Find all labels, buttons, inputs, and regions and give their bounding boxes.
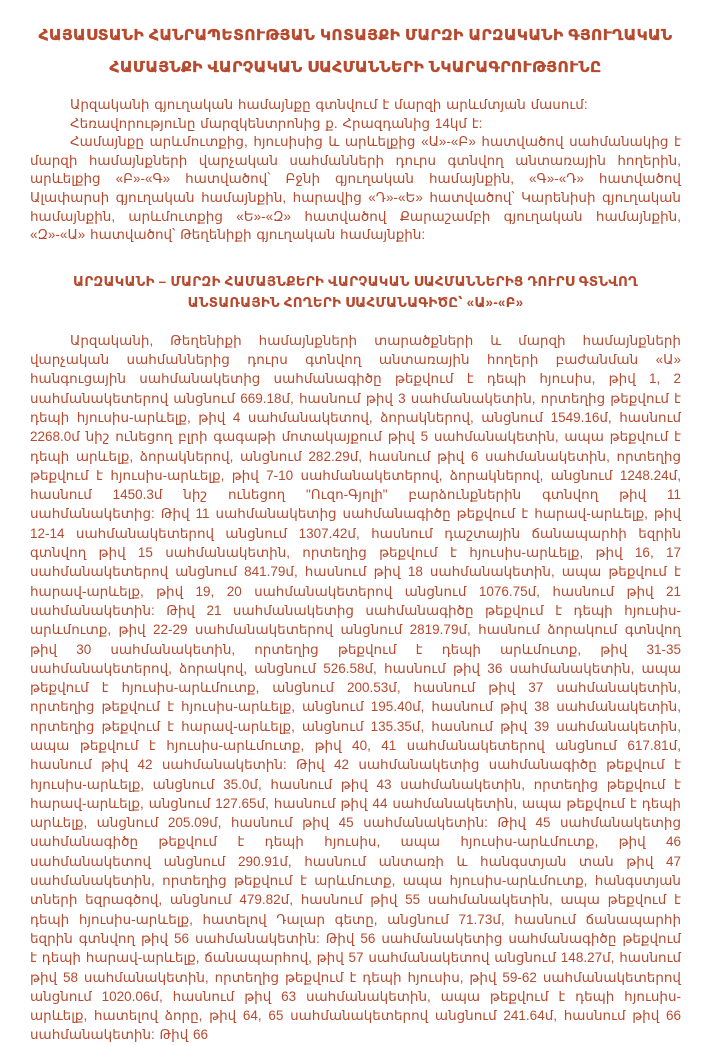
section-heading-line-2: ԱՆՏԱՌԱՅԻՆ ՀՈՂԵՐԻ ՍԱՀՄԱՆԱԳԻԾԸ՝ «Ա»-«Բ» <box>187 294 524 310</box>
document-title <box>30 20 681 84</box>
intro-section <box>30 96 681 245</box>
intro-paragraph-borders: Համայնքը արևմուտքից, հյուսիսից և արևելքից «Ա»-«Բ» հատվածով սահմանակից է մարզի համայնքների վարչական սահմանների դուրս գտնվող անտառային հողերին, արևելքից «Բ»-«Գ» հատվածով՝ Բջնի գյուղական համայնքին, «Գ»-«Դ» հատվածով Ալափարսի գյուղական համայնքին, հարավից «Դ»-«Ե» հատվածով՝ Կարենիսի գյուղական համայնքին, արևմուտքից «Ե»-«Զ» հատվածով Քարաշամբի գյուղական համայնքին, «Զ»-«Ա» հատվածով՝ Թեղենիքի գյուղական համայնքին: <box>30 134 681 243</box>
intro-paragraph-distance: Հեռավորությունը մարզկենտրոնից ք. Հրազդանից 14կմ է: <box>70 115 483 131</box>
intro-paragraph-location: Արզականի գյուղական համայնքը գտնվում է մարզի արևմտյան մասում: <box>70 97 588 112</box>
document-title-line-1: ՀԱՅԱՍՏԱՆԻ ՀԱՆՐԱՊԵՏՈՒԹՅԱՆ ԿՈՏԱՅՔԻ ՄԱՐԶԻ ԱՐԶԱԿԱՆԻ ԳՅՈՒՂԱԿԱՆ <box>38 27 673 44</box>
section-heading <box>30 271 681 313</box>
section-heading-line-1: ԱՐԶԱԿԱՆԻ – ՄԱՐԶԻ ՀԱՄԱՅՆՔԵՐԻ ՎԱՐՉԱԿԱՆ ՍԱՀՄԱՆՆԵՐԻՑ ԴՈՒՐՍ ԳՏՆՎՈՂ <box>73 273 638 289</box>
border-description-paragraph: Արզականի, Թեղենիքի համայնքների տարածքների և մարզի համայնքների վարչական սահմաններից դուրս գտնվող անտառային հողերի բաժանման «Ա» հանգուցային սահմանակետից սահմանագիծը թեքվում է դեպի հյուսիս, թիվ 1, 2 սահմանակետերով անցնում 669.18մ, հասնում թիվ 3 սահմանակետին, որտեղից թեքվում է դեպի հյուսիս-արևելք, թիվ 4 սահմանակետով, ձորակներով, անցնում 1549.16մ, հասնում 2268.0մ նիշ ունեցող բլրի գագաթի մոտակայքում թիվ 5 սահմանակետին, ապա թեքվում է դեպի արևելք, ձորակներով, անցնում 282.29մ, հասնում թիվ 6 սահմանակետին, որտեղից թեքվում է հյուսիս-արևելք, թիվ 7-10 սահմանակետերով, ձորակներով, անցնում 1248.24մ, հասնում 1450.3մ նիշ ունեցող "Ուզո-Գյոլի" բարձունքներին գտնվող թիվ 11 սահմանակետից: Թիվ 11 սահմանակետից սահմանագիծը թեքվում է հարավ-արևելք, թիվ 12-14 սահմանակետերով անցնում 1307.42մ, հասնում դաշտային ճանապարհի եզրին գտնվող թիվ 15 սահմանակետին, որտեղից թեքվում է հյուսիս-արևելք, թիվ 16, 17 սահմանակետերով անցնում 841.79մ, հասնում թիվ 18 սահմանակետին, ապա թեքվում է հարավ-արևելք, թիվ 19, 20 սահմանակետերով անցնում 1076.75մ, հասնում թիվ 21 սահմանակետին: Թիվ 21 սահմանակետից սահմանագիծը թեքվում է դեպի հյուսիս-արևմուտք, թիվ 22-29 սահմանակետերով անցնում 2819.79մ, հասնում ձորակում գտնվող թիվ 30 սահմանակետին, որտեղից թեքվում է դեպի արևմուտք, թիվ 31-35 սահմանակետերով, ձորակով, անցնում 526.58մ, հասնում թիվ 36 սահմանակետին, ապա թեքվում է հյուսիս-արևմուտք, անցնում 200.53մ, հասնում թիվ 37 սահմանակետին, որտեղից թեքվում է հյուսիս-արևելք, անցնում 195.40մ, հասնում թիվ 38 սահմանակետին, որտեղից թեքվում է հարավ-արևելք, անցնում 135.35մ, հասնում թիվ 39 սահմանակետին, ապա թեքվում է հյուսիս-արևմուտք, թիվ 40, 41 սահմանակետերով անցնում 617.81մ, հասնում թիվ 42 սահմանակետին: Թիվ 42 սահմանակետից սահմանագիծը թեքվում է հյուսիս-արևելք, անցնում 35.0մ, հասնում թիվ 43 սահմանակետին, որտեղից թեքվում է հարավ-արևելք, անցնում 127.65մ, հասնում թիվ 44 սահմանակետին, ապա թեքվում է դեպի արևելք, անցնում 205.09մ, հասնում թիվ 45 սահմանակետին: Թիվ 45 սահմանակետից սահմանագիծը թեքվում է դեպի հյուսիս, ապա հյուսիս-արևմուտք, թիվ 46 սահմանակետով անցնում 290.91մ, հասնում անտառի և հանգստյան տան թիվ 47 սահմանակետին, որտեղից թեքվում է արևմուտք, ապա հյուսիս-արևմուտք, հանգստյան տների եզրագծով, անցնում 479.82մ, հասնում թիվ 55 սահմանակետին, ապա թեքվում է դեպի հյուսիս-արևելք, հատելով Դալար գետը, անցնում 71.73մ, հասնում ճանապարհի եզրին գտնվող թիվ 56 սահմանակետին: Թիվ 56 սահմանակետից սահմանագիծը թեքվում է դեպի հարավ-արևելք, ճանապարհով, թիվ 57 սահմանակետով անցնում 148.27մ, հասնում թիվ 58 սահմանակետին, որտեղից թեքվում է դեպի հյուսիս, թիվ 59-62 սահմանակետերով անցնում 1020.06մ, հասնում թիվ 63 սահմանակետին, ապա թեքվում է դեպի հյուսիս-արևելք, հատելով ձորը, թիվ 64, 65 սահմանակետերով անցնում 241.64մ, հասնում թիվ 66 սահմանակետին: Թիվ 66 <box>30 332 681 1043</box>
border-description-section <box>30 331 681 1045</box>
document-title-line-2: ՀԱՄԱՅՆՔԻ ՎԱՐՉԱԿԱՆ ՍԱՀՄԱՆՆԵՐԻ ՆԿԱՐԱԳՐՈՒԹՅՈՒՆԸ <box>109 59 602 76</box>
